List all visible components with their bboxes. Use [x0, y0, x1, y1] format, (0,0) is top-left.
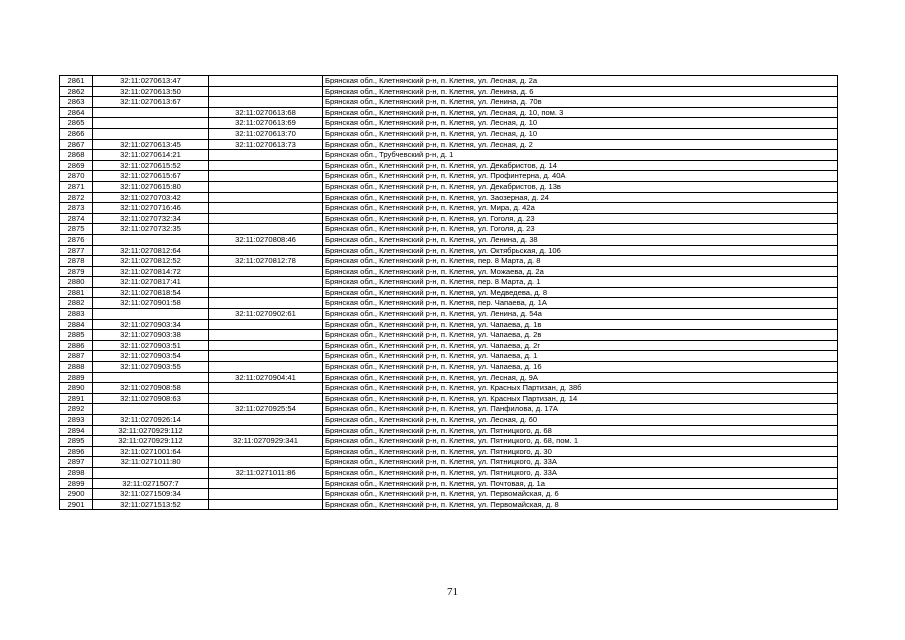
- table-row: [60, 287, 838, 298]
- cadastral-number-cell: 32:11:0270903:34: [93, 319, 209, 330]
- table-row: [60, 404, 838, 415]
- address-cell: Брянская обл., Клетнянский р-н, п. Клетня, ул. Профинтерна, д. 40А: [323, 171, 838, 182]
- related-cadastral-number-cell: [209, 340, 323, 351]
- table-row: [60, 266, 838, 277]
- cadastral-number-cell: 32:11:0270615:52: [93, 160, 209, 171]
- address-cell: Брянская обл., Клетнянский р-н, п. Клетня, ул. Лесная, д. 9А: [323, 372, 838, 383]
- address-cell: Брянская обл., Клетнянский р-н, п. Клетня, ул. Октябрьская, д. 106: [323, 245, 838, 256]
- address-cell: Брянская обл., Клетнянский р-н, п. Клетня, ул. Лесная, д. 60: [323, 415, 838, 426]
- related-cadastral-number-cell: [209, 266, 323, 277]
- table-row: [60, 171, 838, 182]
- related-cadastral-number-cell: [209, 224, 323, 235]
- related-cadastral-number-cell: [209, 489, 323, 500]
- row-number-cell: 2899: [60, 478, 93, 489]
- cadastral-number-cell: 32:11:0270901:58: [93, 298, 209, 309]
- cadastral-number-cell: 32:11:0271011:80: [93, 457, 209, 468]
- address-cell: Брянская обл., Клетнянский р-н, п. Клетня, ул. Первомайская, д. 6: [323, 489, 838, 500]
- row-number-cell: 2892: [60, 404, 93, 415]
- address-cell: Брянская обл., Клетнянский р-н, п. Клетня, ул. Можаева, д. 2а: [323, 266, 838, 277]
- related-cadastral-number-cell: [209, 499, 323, 510]
- related-cadastral-number-cell: 32:11:0270929:341: [209, 436, 323, 447]
- row-number-cell: 2873: [60, 203, 93, 214]
- row-number-cell: 2874: [60, 213, 93, 224]
- table-row: [60, 309, 838, 320]
- related-cadastral-number-cell: [209, 319, 323, 330]
- cadastral-number-cell: 32:11:0270818:54: [93, 287, 209, 298]
- table-row: [60, 415, 838, 426]
- row-number-cell: 2886: [60, 340, 93, 351]
- row-number-cell: 2893: [60, 415, 93, 426]
- address-cell: Брянская обл., Клетнянский р-н, п. Клетня, ул. Панфилова, д. 17А: [323, 404, 838, 415]
- address-cell: Брянская обл., Клетнянский р-н, п. Клетня, ул. Ленина, д. 38: [323, 234, 838, 245]
- related-cadastral-number-cell: [209, 171, 323, 182]
- cadastral-number-cell: 32:11:0270903:55: [93, 362, 209, 373]
- cadastral-number-cell: 32:11:0270903:54: [93, 351, 209, 362]
- cadastral-table: [59, 75, 838, 510]
- related-cadastral-number-cell: [209, 245, 323, 256]
- address-cell: Брянская обл., Клетнянский р-н, п. Клетня, ул. Красных Партизан, д. 14: [323, 393, 838, 404]
- address-cell: Брянская обл., Клетнянский р-н, п. Клетня, ул. Декабристов, д. 14: [323, 160, 838, 171]
- related-cadastral-number-cell: [209, 203, 323, 214]
- address-cell: Брянская обл., Клетнянский р-н, п. Клетня, ул. Чапаева, д. 2г: [323, 340, 838, 351]
- address-cell: Брянская обл., Клетнянский р-н, п. Клетня, ул. Декабристов, д. 13в: [323, 181, 838, 192]
- related-cadastral-number-cell: [209, 478, 323, 489]
- row-number-cell: 2878: [60, 256, 93, 267]
- address-cell: Брянская обл., Клетнянский р-н, п. Клетня, ул. Лесная, д. 2а: [323, 76, 838, 87]
- table-row: [60, 97, 838, 108]
- cadastral-number-cell: [93, 128, 209, 139]
- cadastral-number-cell: 32:11:0270814:72: [93, 266, 209, 277]
- table-row: [60, 256, 838, 267]
- cadastral-number-cell: 32:11:0270812:52: [93, 256, 209, 267]
- cadastral-number-cell: 32:11:0270703:42: [93, 192, 209, 203]
- cadastral-number-cell: 32:11:0270908:63: [93, 393, 209, 404]
- cadastral-number-cell: [93, 467, 209, 478]
- table-row: [60, 192, 838, 203]
- row-number-cell: 2866: [60, 128, 93, 139]
- row-number-cell: 2864: [60, 107, 93, 118]
- address-cell: Брянская обл., Клетнянский р-н, п. Клетня, ул. Лесная, д. 10, пом. 3: [323, 107, 838, 118]
- related-cadastral-number-cell: [209, 351, 323, 362]
- table-row: [60, 298, 838, 309]
- address-cell: Брянская обл., Клетнянский р-н, п. Клетня, ул. Гоголя, д. 23: [323, 213, 838, 224]
- row-number-cell: 2865: [60, 118, 93, 129]
- cadastral-number-cell: 32:11:0270613:45: [93, 139, 209, 150]
- related-cadastral-number-cell: 32:11:0270613:73: [209, 139, 323, 150]
- related-cadastral-number-cell: [209, 446, 323, 457]
- table-row: [60, 393, 838, 404]
- row-number-cell: 2876: [60, 234, 93, 245]
- address-cell: Брянская обл., Клетнянский р-н, п. Клетня, ул. Пятницкого, д. 33А: [323, 457, 838, 468]
- row-number-cell: 2872: [60, 192, 93, 203]
- address-cell: Брянская обл., Клетнянский р-н, п. Клетня, ул. Чапаева, д. 1: [323, 351, 838, 362]
- row-number-cell: 2884: [60, 319, 93, 330]
- cadastral-number-cell: 32:11:0270926:14: [93, 415, 209, 426]
- row-number-cell: 2863: [60, 97, 93, 108]
- table-row: [60, 436, 838, 447]
- related-cadastral-number-cell: 32:11:0270613:68: [209, 107, 323, 118]
- address-cell: Брянская обл., Трубчевский р-н, д. 1: [323, 150, 838, 161]
- address-cell: Брянская обл., Клетнянский р-н, п. Клетня, ул. Медведева, д. 8: [323, 287, 838, 298]
- cadastral-number-cell: 32:11:0270903:51: [93, 340, 209, 351]
- table-row: [60, 499, 838, 510]
- address-cell: Брянская обл., Клетнянский р-н, п. Клетня, ул. Первомайская, д. 8: [323, 499, 838, 510]
- table-row: [60, 139, 838, 150]
- address-cell: Брянская обл., Клетнянский р-н, п. Клетня, пер. Чапаева, д. 1А: [323, 298, 838, 309]
- row-number-cell: 2883: [60, 309, 93, 320]
- row-number-cell: 2881: [60, 287, 93, 298]
- row-number-cell: 2894: [60, 425, 93, 436]
- cadastral-number-cell: [93, 107, 209, 118]
- row-number-cell: 2897: [60, 457, 93, 468]
- cadastral-number-cell: [93, 372, 209, 383]
- row-number-cell: 2898: [60, 467, 93, 478]
- address-cell: Брянская обл., Клетнянский р-н, п. Клетня, ул. Пятницкого, д. 68, пом. 1: [323, 436, 838, 447]
- address-cell: Брянская обл., Клетнянский р-н, п. Клетня, ул. Мира, д. 42а: [323, 203, 838, 214]
- row-number-cell: 2882: [60, 298, 93, 309]
- row-number-cell: 2887: [60, 351, 93, 362]
- related-cadastral-number-cell: [209, 97, 323, 108]
- row-number-cell: 2888: [60, 362, 93, 373]
- related-cadastral-number-cell: [209, 330, 323, 341]
- cadastral-number-cell: 32:11:0270908:58: [93, 383, 209, 394]
- cadastral-number-cell: 32:11:0270613:67: [93, 97, 209, 108]
- related-cadastral-number-cell: [209, 362, 323, 373]
- cadastral-number-cell: 32:11:0270614:21: [93, 150, 209, 161]
- address-cell: Брянская обл., Клетнянский р-н, п. Клетня, ул. Пятницкого, д. 68: [323, 425, 838, 436]
- related-cadastral-number-cell: [209, 86, 323, 97]
- table-row: [60, 372, 838, 383]
- row-number-cell: 2869: [60, 160, 93, 171]
- row-number-cell: 2871: [60, 181, 93, 192]
- row-number-cell: 2875: [60, 224, 93, 235]
- table-row: [60, 383, 838, 394]
- address-cell: Брянская обл., Клетнянский р-н, п. Клетня, ул. Чапаева, д. 1в: [323, 319, 838, 330]
- related-cadastral-number-cell: [209, 415, 323, 426]
- table-row: [60, 489, 838, 500]
- related-cadastral-number-cell: 32:11:0270904:41: [209, 372, 323, 383]
- address-cell: Брянская обл., Клетнянский р-н, п. Клетня, ул. Чапаева, д. 2в: [323, 330, 838, 341]
- table-row: [60, 245, 838, 256]
- address-cell: Брянская обл., Клетнянский р-н, п. Клетня, ул. Почтовая, д. 1а: [323, 478, 838, 489]
- related-cadastral-number-cell: [209, 393, 323, 404]
- cadastral-number-cell: 32:11:0271513:52: [93, 499, 209, 510]
- row-number-cell: 2895: [60, 436, 93, 447]
- cadastral-number-cell: 32:11:0270732:35: [93, 224, 209, 235]
- related-cadastral-number-cell: [209, 192, 323, 203]
- row-number-cell: 2879: [60, 266, 93, 277]
- table-row: [60, 330, 838, 341]
- cadastral-number-cell: 32:11:0271507:7: [93, 478, 209, 489]
- table-row: [60, 467, 838, 478]
- related-cadastral-number-cell: 32:11:0270613:70: [209, 128, 323, 139]
- table-row: [60, 457, 838, 468]
- related-cadastral-number-cell: [209, 160, 323, 171]
- related-cadastral-number-cell: [209, 76, 323, 87]
- related-cadastral-number-cell: 32:11:0271011:86: [209, 467, 323, 478]
- related-cadastral-number-cell: [209, 457, 323, 468]
- related-cadastral-number-cell: [209, 383, 323, 394]
- cadastral-number-cell: [93, 404, 209, 415]
- address-cell: Брянская обл., Клетнянский р-н, п. Клетня, ул. Заозерная, д. 24: [323, 192, 838, 203]
- address-cell: Брянская обл., Клетнянский р-н, п. Клетня, ул. Ленина, д. 70в: [323, 97, 838, 108]
- row-number-cell: 2877: [60, 245, 93, 256]
- related-cadastral-number-cell: [209, 181, 323, 192]
- related-cadastral-number-cell: 32:11:0270812:78: [209, 256, 323, 267]
- related-cadastral-number-cell: [209, 425, 323, 436]
- address-cell: Брянская обл., Клетнянский р-н, п. Клетня, ул. Красных Партизан, д. 38б: [323, 383, 838, 394]
- row-number-cell: 2889: [60, 372, 93, 383]
- cadastral-number-cell: 32:11:0270817:41: [93, 277, 209, 288]
- table-row: [60, 213, 838, 224]
- row-number-cell: 2891: [60, 393, 93, 404]
- cadastral-number-cell: 32:11:0270613:47: [93, 76, 209, 87]
- row-number-cell: 2870: [60, 171, 93, 182]
- related-cadastral-number-cell: [209, 150, 323, 161]
- table-row: [60, 425, 838, 436]
- table-row: [60, 118, 838, 129]
- row-number-cell: 2901: [60, 499, 93, 510]
- address-cell: Брянская обл., Клетнянский р-н, п. Клетня, ул. Чапаева, д. 16: [323, 362, 838, 373]
- row-number-cell: 2862: [60, 86, 93, 97]
- table-row: [60, 277, 838, 288]
- cadastral-number-cell: 32:11:0270929:112: [93, 436, 209, 447]
- row-number-cell: 2861: [60, 76, 93, 87]
- related-cadastral-number-cell: [209, 298, 323, 309]
- address-cell: Брянская обл., Клетнянский р-н, п. Клетня, пер. 8 Марта, д. 8: [323, 256, 838, 267]
- table-row: [60, 203, 838, 214]
- table-row: [60, 234, 838, 245]
- cadastral-number-cell: [93, 118, 209, 129]
- table-row: [60, 340, 838, 351]
- table-row: [60, 107, 838, 118]
- address-cell: Брянская обл., Клетнянский р-н, п. Клетня, ул. Лесная, д. 2: [323, 139, 838, 150]
- cadastral-number-cell: 32:11:0270716:46: [93, 203, 209, 214]
- table-row: [60, 224, 838, 235]
- cadastral-number-cell: 32:11:0270929:112: [93, 425, 209, 436]
- related-cadastral-number-cell: [209, 213, 323, 224]
- address-cell: Брянская обл., Клетнянский р-н, п. Клетня, ул. Лесная, д. 10: [323, 118, 838, 129]
- page-number: 71: [447, 586, 458, 598]
- address-cell: Брянская обл., Клетнянский р-н, п. Клетня, ул. Пятницкого, д. 30: [323, 446, 838, 457]
- address-cell: Брянская обл., Клетнянский р-н, п. Клетня, пер. 8 Марта, д. 1: [323, 277, 838, 288]
- table-row: [60, 181, 838, 192]
- table-row: [60, 351, 838, 362]
- table-row: [60, 86, 838, 97]
- cadastral-number-cell: 32:11:0270732:34: [93, 213, 209, 224]
- row-number-cell: 2867: [60, 139, 93, 150]
- table-row: [60, 319, 838, 330]
- cadastral-number-cell: 32:11:0271509:34: [93, 489, 209, 500]
- related-cadastral-number-cell: 32:11:0270902:61: [209, 309, 323, 320]
- address-cell: Брянская обл., Клетнянский р-н, п. Клетня, ул. Лесная, д. 10: [323, 128, 838, 139]
- related-cadastral-number-cell: [209, 287, 323, 298]
- row-number-cell: 2890: [60, 383, 93, 394]
- related-cadastral-number-cell: [209, 277, 323, 288]
- row-number-cell: 2896: [60, 446, 93, 457]
- address-cell: Брянская обл., Клетнянский р-н, п. Клетня, ул. Ленина, д. 54а: [323, 309, 838, 320]
- table-row: [60, 478, 838, 489]
- cadastral-number-cell: [93, 309, 209, 320]
- row-number-cell: 2880: [60, 277, 93, 288]
- row-number-cell: 2868: [60, 150, 93, 161]
- related-cadastral-number-cell: 32:11:0270613:69: [209, 118, 323, 129]
- row-number-cell: 2885: [60, 330, 93, 341]
- table-row: [60, 160, 838, 171]
- cadastral-number-cell: 32:11:0270903:38: [93, 330, 209, 341]
- table-row: [60, 446, 838, 457]
- cadastral-number-cell: 32:11:0271001:64: [93, 446, 209, 457]
- cadastral-number-cell: 32:11:0270613:50: [93, 86, 209, 97]
- cadastral-number-cell: 32:11:0270615:67: [93, 171, 209, 182]
- table-row: [60, 76, 838, 87]
- table-body: [60, 76, 838, 510]
- address-cell: Брянская обл., Клетнянский р-н, п. Клетня, ул. Гоголя, д. 23: [323, 224, 838, 235]
- address-cell: Брянская обл., Клетнянский р-н, п. Клетня, ул. Ленина, д. 6: [323, 86, 838, 97]
- table-row: [60, 150, 838, 161]
- row-number-cell: 2900: [60, 489, 93, 500]
- related-cadastral-number-cell: 32:11:0270925:54: [209, 404, 323, 415]
- related-cadastral-number-cell: 32:11:0270808:46: [209, 234, 323, 245]
- table-row: [60, 128, 838, 139]
- cadastral-number-cell: [93, 234, 209, 245]
- cadastral-number-cell: 32:11:0270615:80: [93, 181, 209, 192]
- table-row: [60, 362, 838, 373]
- address-cell: Брянская обл., Клетнянский р-н, п. Клетня, ул. Пятницкого, д. 33А: [323, 467, 838, 478]
- cadastral-number-cell: 32:11:0270812:64: [93, 245, 209, 256]
